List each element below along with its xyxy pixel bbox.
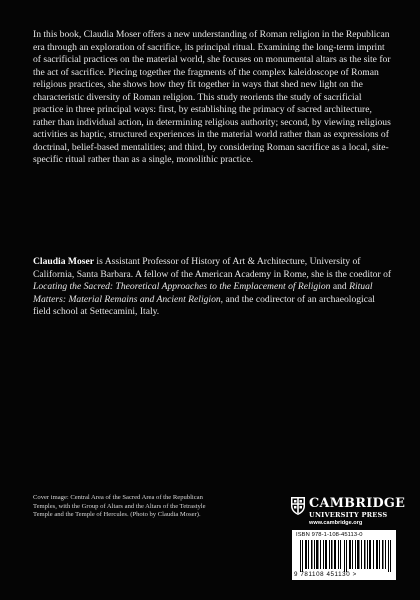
barcode-digits: 9 781108 451130 > [294, 571, 357, 578]
book-description [33, 29, 393, 167]
publisher-name: CAMBRIDGE [309, 496, 406, 511]
book-title-2: Ritual Matters: Material Remains and Ancient Religion [33, 281, 373, 305]
publisher-subname: UNIVERSITY PRESS [309, 511, 388, 519]
bio-text-3: , and the codirector of an archaeological field school at Settecamini, Italy. [33, 293, 375, 318]
author-name: Claudia Moser [33, 256, 95, 267]
isbn-label: ISBN 978-1-108-45113-0 [296, 532, 363, 538]
publisher-url: www.cambridge.org [309, 520, 363, 526]
barcode-icon [300, 540, 392, 572]
bio-text-1: is Assistant Professor of History of Art & Architecture, University of California, Santa Barbara. A fellow of the American Academy in Rome, she is the coeditor of [33, 256, 392, 280]
barcode-panel [292, 530, 396, 580]
bio-text-2: and [330, 281, 350, 293]
cover-image-credit: Cover image: Central Area of the Sacred Area of the Republican Temples, with the Group of Altars and the Altars of the Tetrastyle Temple and the Temple of Hercules. (Photo by Claudia Moser). [33, 494, 206, 519]
author-bio-paragraph [33, 256, 393, 319]
author-bio [33, 256, 393, 319]
book-title-1: Locating the Sacred: Theoretical Approaches to the Emplacement of Religion [33, 281, 331, 293]
description-paragraph: In this book, Claudia Moser offers a new understanding of Roman religion in the Republican era through an exploration of sacrifice, its principal ritual. Examining the long-term imprint of sacrificial practices on the material world, she focuses on monumental altars as the site for the act of sacrifice. Piecing together the fragments of the complex kaleidoscope of Roman religious practices, she shows how they fit together in ways that shed new light on the characteristic diversity of Roman religion. This study reorients the study of sacrificial practice in three principal ways: first, by establishing the primacy of sacred architecture, rather than individual action, in determining religious authority; second, by viewing religious activities as haptic, structured experiences in the material world rather than as expressions of doctrinal, belief-based mentalities; and third, by considering Roman sacrifice as a local, site-specific ritual rather than as a single, monolithic practice. [33, 29, 391, 166]
cambridge-crest-icon [290, 496, 306, 516]
